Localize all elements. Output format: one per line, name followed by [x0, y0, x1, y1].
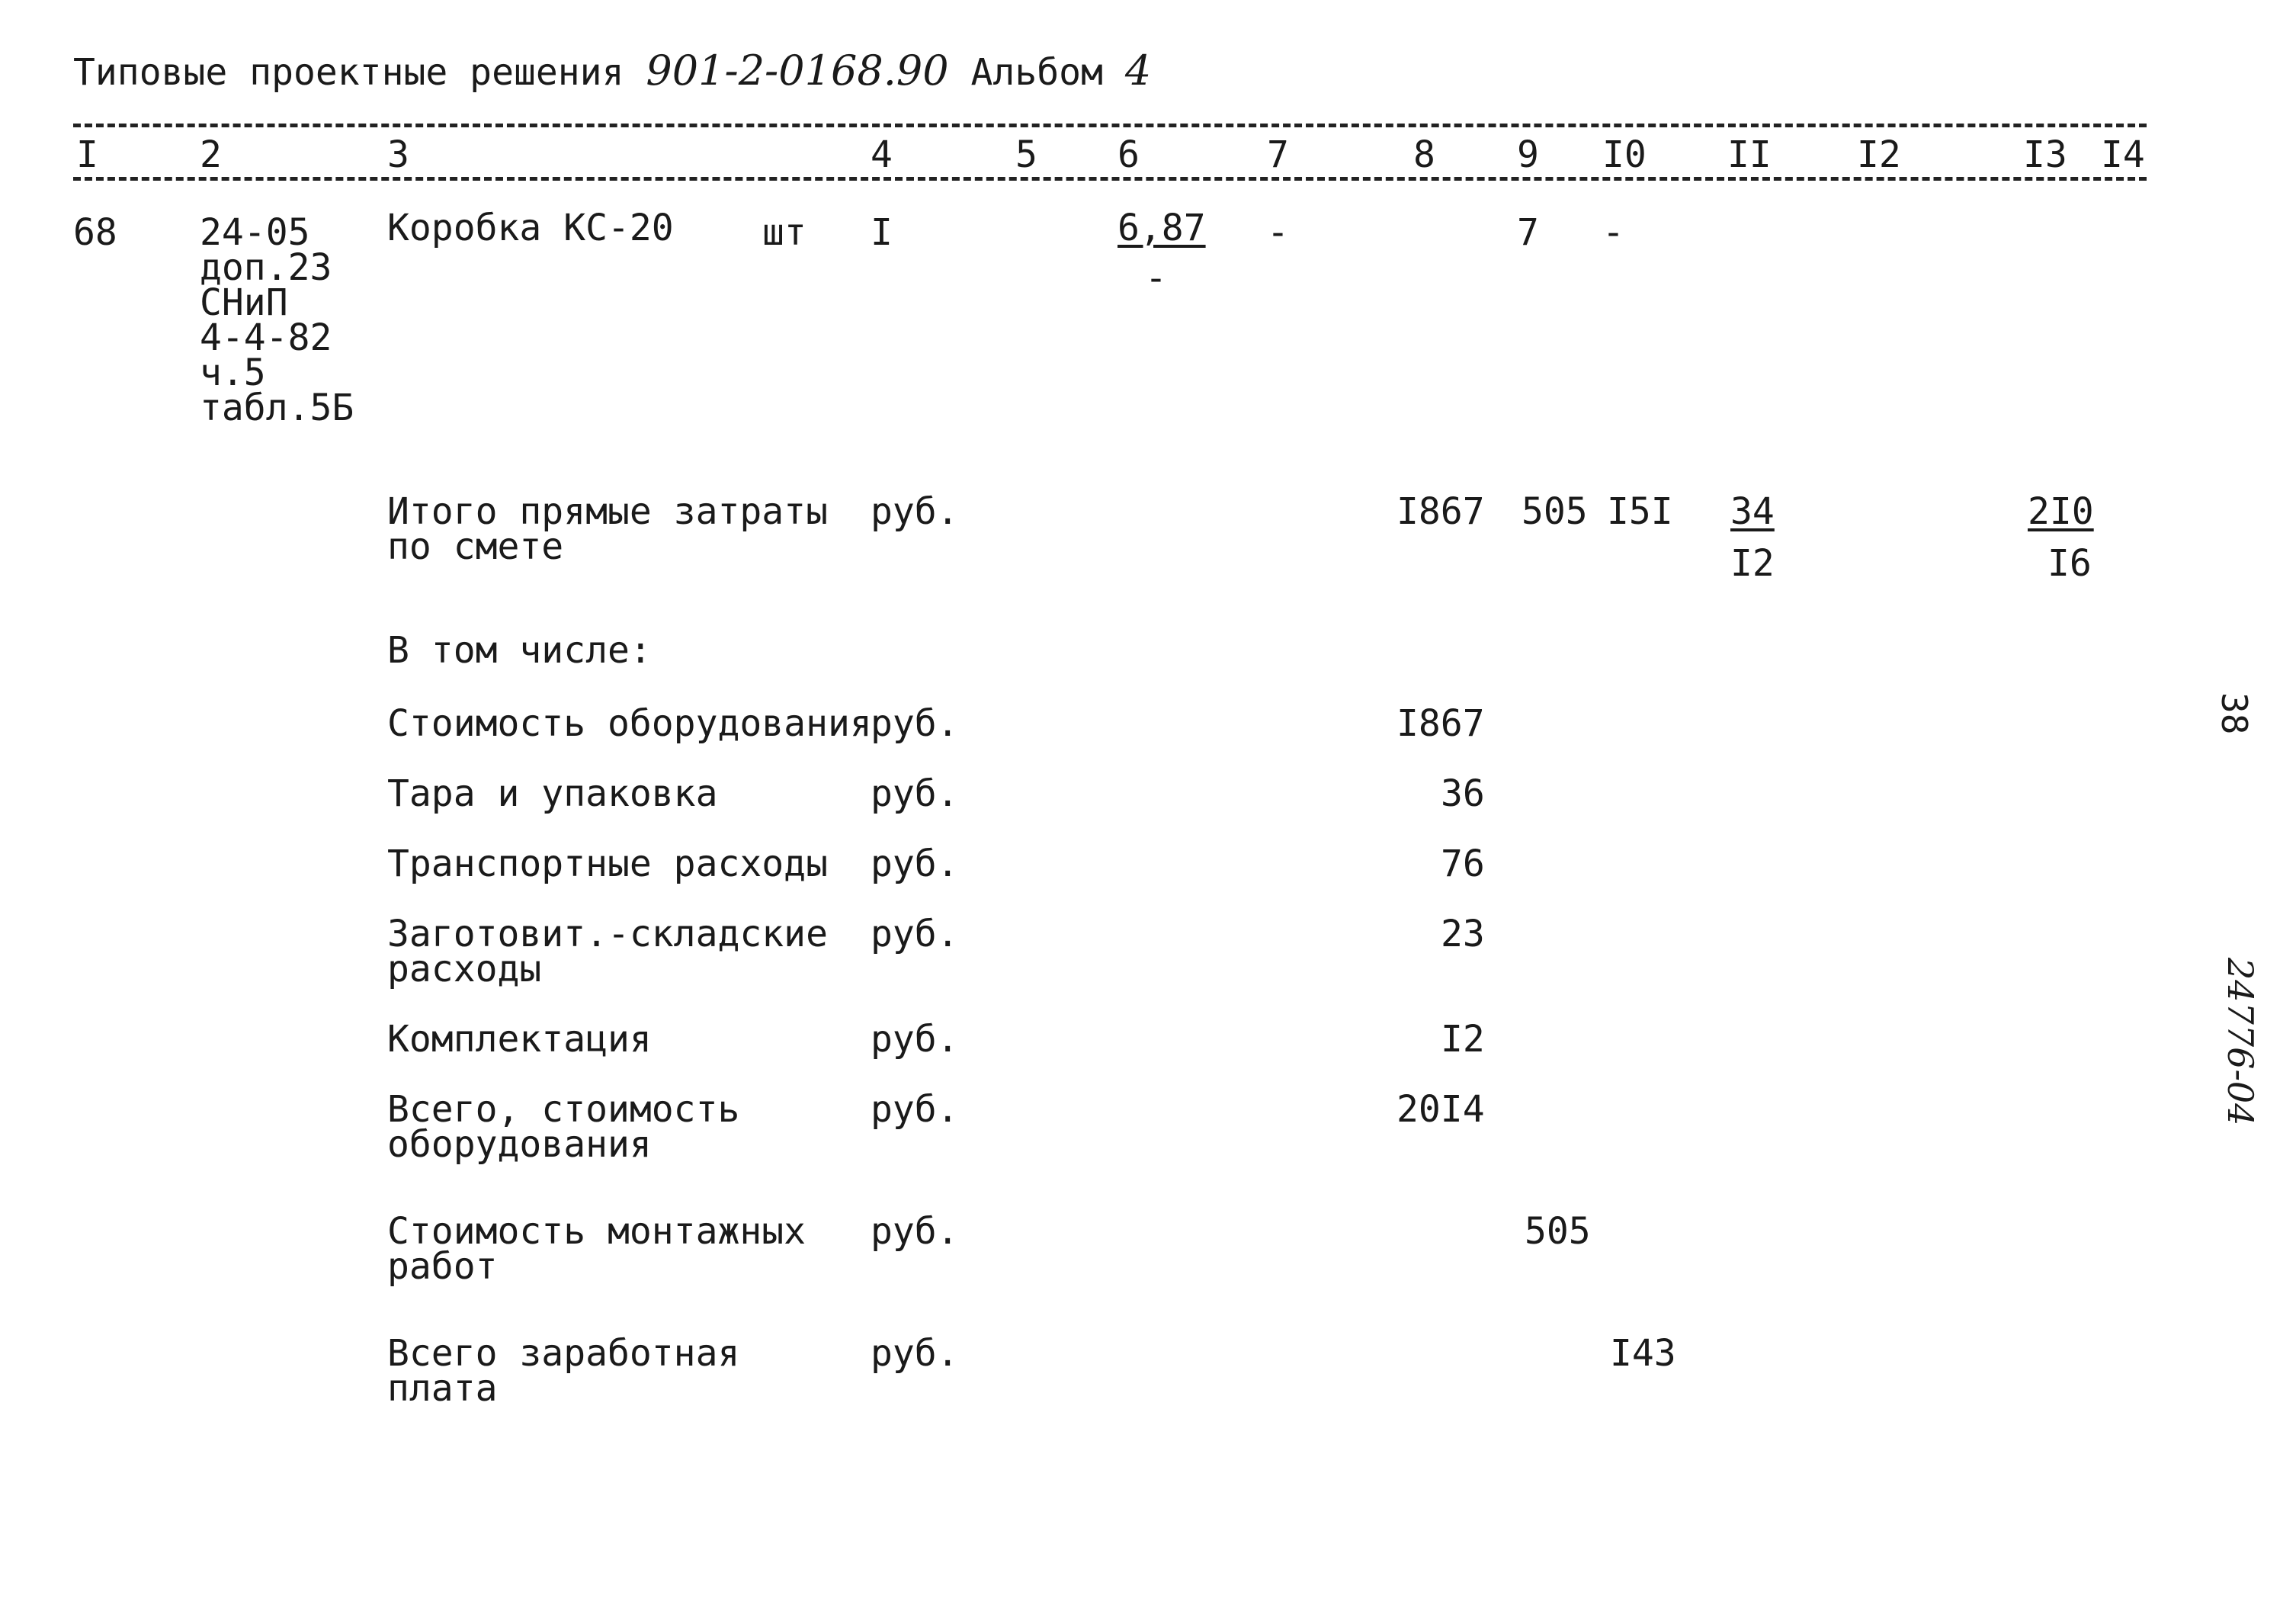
- item-name: Коробка КС-20: [387, 207, 674, 249]
- header-album-number: 4: [1124, 47, 1152, 95]
- item-col6-bottom: -: [1145, 257, 1167, 300]
- row-label: Заготовит.-складские расходы: [387, 913, 828, 990]
- column-header: 5: [1015, 133, 1037, 176]
- total-col8: I867: [1397, 490, 1485, 533]
- row-label: Тара и упаковка: [387, 772, 718, 815]
- column-header: 9: [1517, 133, 1539, 176]
- row-unit: руб.: [871, 1332, 959, 1375]
- total-col9: 505: [1522, 490, 1588, 533]
- total-col11-top: 34: [1730, 490, 1775, 533]
- row-col8: 76: [1441, 843, 1485, 885]
- total-col11-bottom: I2: [1730, 542, 1775, 585]
- row-col8: 36: [1441, 772, 1485, 815]
- column-header: 7: [1267, 133, 1289, 176]
- header-top-rule: [73, 124, 2147, 127]
- row-label: Всего, стоимость оборудования: [387, 1088, 740, 1166]
- row-unit: руб.: [871, 1210, 959, 1253]
- header-bottom-rule: [73, 177, 2147, 181]
- column-header: 2: [200, 133, 222, 176]
- column-header: I2: [1857, 133, 1901, 176]
- column-header: 3: [387, 133, 409, 176]
- row-label: Всего заработная плата: [387, 1332, 740, 1410]
- row-label: Стоимость оборудования: [387, 702, 872, 745]
- total-col10: I5I: [1607, 490, 1673, 533]
- item-quantity: I: [871, 211, 893, 254]
- row-label: Стоимость монтажных работ: [387, 1210, 806, 1288]
- row-label: Комплектация: [387, 1018, 652, 1061]
- document-header: [73, 47, 1152, 95]
- side-page-number: 38: [2214, 692, 2255, 735]
- row-unit: руб.: [871, 913, 959, 955]
- row-col9: 505: [1525, 1210, 1591, 1253]
- column-header: II: [1727, 133, 1772, 176]
- row-col8: 20I4: [1397, 1088, 1485, 1131]
- row-label: Транспортные расходы: [387, 843, 828, 885]
- total-unit: руб.: [871, 490, 959, 533]
- row-col8: I2: [1441, 1018, 1485, 1061]
- item-unit: шт: [762, 211, 806, 254]
- including-label: В том числе:: [387, 629, 652, 672]
- side-document-number: 24776-04: [2220, 958, 2261, 1126]
- item-number: 68: [73, 211, 117, 254]
- total-col13-bottom: I6: [2047, 542, 2092, 585]
- column-header: I0: [1602, 133, 1647, 176]
- row-col8: I867: [1397, 702, 1485, 745]
- column-header: I3: [2023, 133, 2067, 176]
- column-header: I4: [2101, 133, 2145, 176]
- item-col9: 7: [1517, 211, 1539, 254]
- column-header: 4: [871, 133, 893, 176]
- row-unit: руб.: [871, 702, 959, 745]
- column-header: 8: [1413, 133, 1435, 176]
- header-album-label: Альбом: [970, 51, 1103, 94]
- row-unit: руб.: [871, 1088, 959, 1131]
- item-col7: -: [1267, 211, 1289, 254]
- item-col6-top: 6,87: [1118, 207, 1206, 249]
- row-col8: 23: [1441, 913, 1485, 955]
- row-col10: I43: [1610, 1332, 1676, 1375]
- item-col10: -: [1602, 211, 1624, 254]
- row-unit: руб.: [871, 1018, 959, 1061]
- header-code: 901-2-0168.90: [646, 47, 949, 95]
- column-header: I: [76, 133, 98, 176]
- column-header: 6: [1118, 133, 1140, 176]
- item-reference: 24-05 доп.23 СНиП 4-4-82 ч.5 табл.5Б: [200, 211, 354, 429]
- total-col13-top: 2I0: [2028, 490, 2094, 533]
- row-unit: руб.: [871, 772, 959, 815]
- header-prefix: Типовые проектные решения: [73, 51, 624, 94]
- total-label: Итого прямые затраты по смете: [387, 490, 828, 568]
- row-unit: руб.: [871, 843, 959, 885]
